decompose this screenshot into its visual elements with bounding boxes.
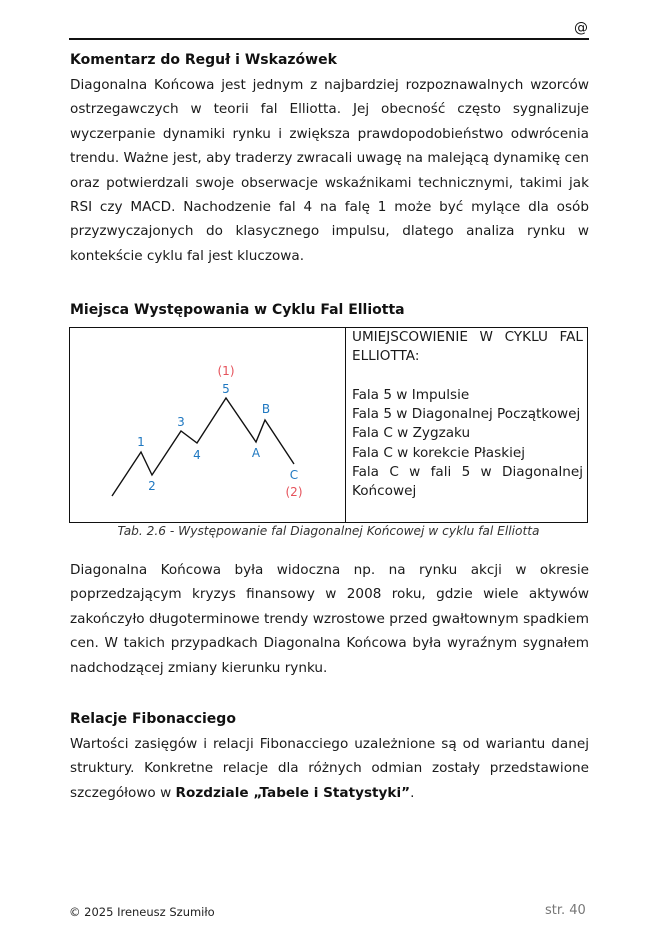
footer-copyright: © 2025 Ireneusz Szumiło: [69, 905, 215, 919]
table-right-cell: [352, 328, 583, 502]
degree-label-1: (1): [217, 364, 235, 378]
wave-label-1: 1: [137, 435, 145, 449]
cell-heading-line: ELLIOTTA:: [352, 348, 420, 365]
table-caption: Tab. 2.6 - Występowanie fal Diagonalnej Końcowej w cyklu fal Elliotta: [117, 524, 540, 538]
cell-item: Końcowej: [352, 483, 417, 500]
cell-item: Fala 5 w Impulsie: [352, 386, 470, 403]
text-line: trendu. Ważne jest, aby traderzy zwracali uwagę na malejącą dynamikę cen: [70, 150, 589, 167]
text-line: struktury. Konkretne relacje dla różnych odmian zostały przedstawione: [70, 760, 589, 777]
text-line: cen. W takich przypadkach Diagonalna Końcowa była wyraźnym sygnałem: [70, 635, 589, 652]
cell-item: Fala 5 w Diagonalnej Początkowej: [352, 406, 581, 423]
text-prefix: szczegółowo w: [70, 784, 176, 801]
blank-line: [352, 367, 583, 386]
text-line: ostrzegawczych w teorii fal Elliotta. Jej obecność często sygnalizuje: [70, 101, 589, 118]
text-line: zakończyło długoterminowe trendy wzrostowe przed gwałtownym spadkiem: [70, 610, 589, 627]
wave-label-4: 4: [193, 448, 201, 462]
degree-label-2: (2): [285, 485, 303, 499]
wave-label-c: C: [289, 468, 299, 482]
cell-heading-line: UMIEJSCOWIENIE W CYKLU FAL: [352, 329, 583, 345]
text-line: Wartości zasięgów i relacji Fibonacciego uzależnione są od wariantu danej: [70, 736, 589, 752]
wave-label-3: 3: [177, 415, 185, 429]
section-title-miejsca: Miejsca Występowania w Cyklu Fal Elliotta: [70, 302, 405, 318]
elliott-wave-diagram: [70, 328, 344, 522]
text-line: przyzwyczajonych do klasycznego impulsu, dlatego analiza rynku w: [70, 223, 589, 240]
text-line: oraz potwierdzali swoje obserwacje wskaźnikami technicznymi, takimi jak: [70, 174, 589, 191]
paragraph-komentarz: [70, 73, 589, 268]
cell-item: Fala C w fali 5 w Diagonalnej: [352, 464, 583, 481]
paragraph-fibonacci: [70, 732, 589, 805]
wave-label-5: 5: [222, 382, 230, 396]
paragraph-example: [70, 558, 589, 680]
cell-item: Fala C w korekcie Płaskiej: [352, 444, 526, 461]
text-line: RSI czy MACD. Nachodzenie fal 4 na falę 1 może być mylące dla osób: [70, 199, 589, 216]
wave-label-b: B: [261, 402, 271, 416]
section-title-komentarz: Komentarz do Reguł i Wskazówek: [70, 52, 337, 68]
text-line: nadchodzącej zmiany kierunku rynku.: [70, 659, 328, 676]
chapter-reference: Rozdziale „Tabele i Statystyki”: [175, 784, 411, 801]
table-divider: [345, 327, 346, 523]
cell-item: Fala C w Zygzaku: [352, 425, 471, 442]
text-line: kontekście cyklu fal jest kluczowa.: [70, 247, 305, 264]
footer-page-number: str. 40: [545, 903, 586, 918]
header-rule: [69, 38, 589, 40]
text-line: poprzedzającym kryzys finansowy w 2008 roku, gdzie wiele aktywów: [70, 586, 589, 603]
text-line: Diagonalna Końcowa była widoczna np. na rynku akcji w okresie: [70, 562, 589, 578]
text-suffix: .: [410, 784, 415, 801]
section-title-fibonacci: Relacje Fibonacciego: [70, 711, 236, 727]
text-line-with-reference: [70, 781, 589, 805]
wave-label-2: 2: [148, 479, 156, 493]
wave-label-a: A: [251, 446, 261, 460]
text-line: wyczerpanie dynamiki rynku i zwiększa prawdopodobieństwo odwrócenia: [70, 125, 589, 142]
header-mark: @: [574, 20, 588, 36]
text-line: Diagonalna Końcowa jest jednym z najbardziej rozpoznawalnych wzorców: [70, 77, 589, 93]
